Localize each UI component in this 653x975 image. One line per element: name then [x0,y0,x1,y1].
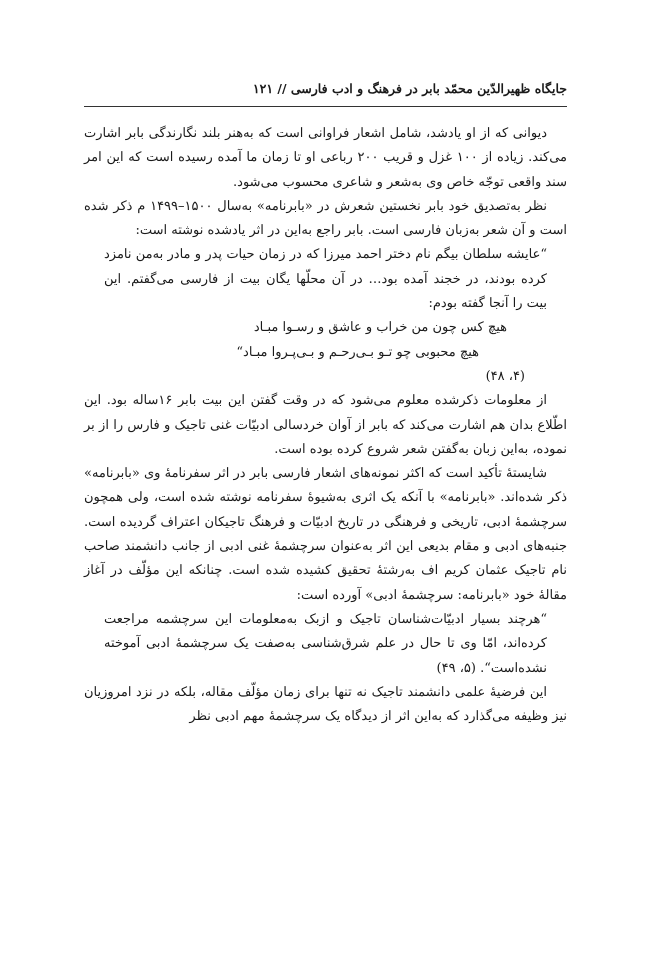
quote-2: “هرچند بسیار ادبیّات‌شناسان تاجیک و ازبک به‌معلومات این سرچشمه مراجعت کرده‌اند، امّا وی تا حال در علم شرق‌شناسی به‌صفت یک سرچشمهٔ ادبی آموخته نشده‌است“. (۵، ۴۹) [104,611,547,676]
running-header: جایگاه ظهیرالدّین محمّد بابر در فرهنگ و ادب فارسی // ۱۲۱ [252,81,567,96]
verse-line-1: هیچ کس چون من خراب و عاشق و رسـوا مبـاد [253,320,507,336]
paragraph-2: نظر به‌تصدیق خود بابر نخستین شعرش در «بابرنامه» به‌سال ۱۵۰۰–۱۴۹۹ م ذکر شده است و آن شعر به‌زبان فارسی است. بابر راجع به‌این در اثر یادشده نوشته است: [84,198,567,239]
header-rule [84,106,567,107]
paragraph-4: شایستهٔ تأکید است که اکثر نمونه‌های اشعار فارسی بابر در اثر سفرنامهٔ وی «بابرنامه» ذکر شده‌اند. «بابرنامه» با آنکه یک اثری به‌شیوهٔ سفرنامه نوشته شده است، ولی همچون سرچشمهٔ ادبی، تاریخی و فرهنگی در تاریخ ادبیّات و فرهنگ تاجیکان اعتراف گردیده است. جنبه‌های ادبی و مقام بدیعی این اثر به‌عنوان سرچشمهٔ غنی ادبی از جانب دانشمند صاحب نام تاجیک عثمان کریم اف به‌رشتهٔ تحقیق کشیده شده است. چنانکه این مؤلّف در آغاز مقالهٔ خود «بابرنامه: سرچشمهٔ ادبی» آورده است: [84,466,567,603]
paragraph-5: این فرضیهٔ علمی دانشمند تاجیک نه تنها برای زمان مؤلّف مقاله، بلکه در نزد امروزیان نیز وظیفه می‌گذارد که به‌این اثر از دیدگاه یک سرچشمهٔ مهم ادبی نظر [84,684,567,725]
quote-1: “عایشه سلطان بیگم نام دختر احمد میرزا که در زمان حیات پدر و مادر به‌من نامزد کرده بودند، در خجند آمده بود… در آن محلّها یگان بیت از فارسی می‌گفتم. این بیت را آنجا گفته بودم: [104,247,547,312]
citation-1: (۴، ۴۸) [485,368,525,384]
verse-line-2: هیچ محبوبی چو تـو بـی‌رحـم و بـی‌پـروا مبـاد“ [236,344,479,360]
document-body [84,122,567,729]
paragraph-3: از معلومات ذکرشده معلوم می‌شود که در وقت گفتن این بیت بابر ۱۶ساله بود. این اطّلاع بدان هم اشارت می‌کند که بابر از آوان خردسالی ادبیّات غنی تاجیک و فارس را از بر نموده، به‌این زبان به‌گفتن شعر شروع کرده بوده است. [84,393,567,457]
paragraph-1: دیوانی که از او یادشد، شامل اشعار فراوانی است که به‌هنر بلند نگارندگی بابر اشارت می‌کند. زیاده از ۱۰۰ غزل و قریب ۲۰۰ رباعی او تا زمان ما آمده رسیده است که این امر سند واقعی توجّه خاص وی به‌شعر و شاعری محسوب می‌شود. [84,126,567,190]
